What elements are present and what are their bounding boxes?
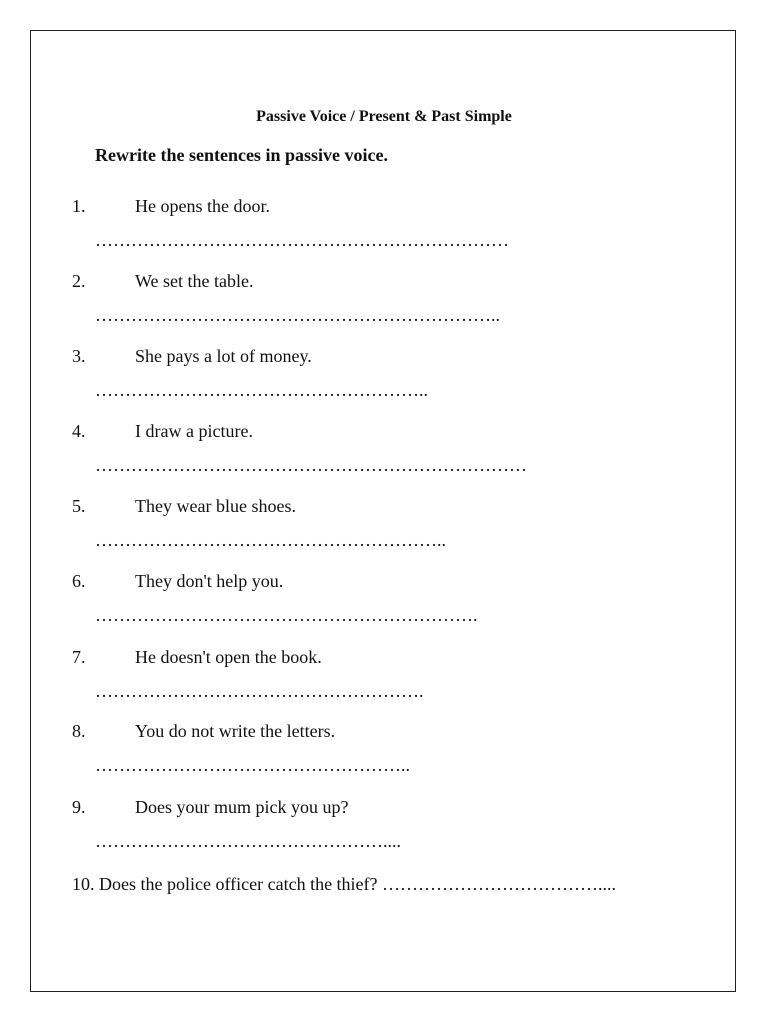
answer-blank[interactable]: ………………………………………….... (95, 831, 401, 851)
item-sentence: We set the table. (135, 271, 254, 291)
last-item[interactable]: 10. Does the police officer catch the thief? ……………………………….... (72, 874, 617, 894)
item-number: 8. (72, 721, 86, 741)
item-sentence: He opens the door. (135, 196, 270, 216)
answer-blank[interactable]: ………………………………………………….. (95, 530, 446, 550)
answer-blank[interactable]: …………………………………………….. (95, 755, 410, 775)
item-sentence: Does your mum pick you up? (135, 797, 349, 817)
item-number: 6. (72, 571, 86, 591)
answer-blank[interactable]: …………………………………………………………… (95, 230, 509, 250)
item-sentence: I draw a picture. (135, 421, 253, 441)
item-number: 1. (72, 196, 86, 216)
instruction-text: Rewrite the sentences in passive voice. (95, 145, 388, 165)
item-sentence: He doesn't open the book. (135, 647, 322, 667)
item-number: 7. (72, 647, 86, 667)
item-sentence: You do not write the letters. (135, 721, 336, 741)
item-sentence: She pays a lot of money. (135, 346, 312, 366)
item-number: 9. (72, 797, 86, 817)
item-number: 4. (72, 421, 86, 441)
item-number: 3. (72, 346, 86, 366)
worksheet-title: Passive Voice / Present & Past Simple (256, 108, 512, 125)
answer-blank[interactable]: ………………………………………………………….. (95, 305, 500, 325)
item-number: 2. (72, 271, 86, 291)
item-sentence: They don't help you. (135, 571, 284, 591)
answer-blank[interactable]: ……………………………………………………………… (95, 455, 527, 475)
answer-blank[interactable]: ………………………………………………………. (95, 605, 478, 625)
item-sentence: They wear blue shoes. (135, 496, 296, 516)
answer-blank[interactable]: ………………………………………………. (95, 681, 424, 701)
answer-blank[interactable]: ……………………………………………….. (95, 380, 428, 400)
item-number: 5. (72, 496, 86, 516)
